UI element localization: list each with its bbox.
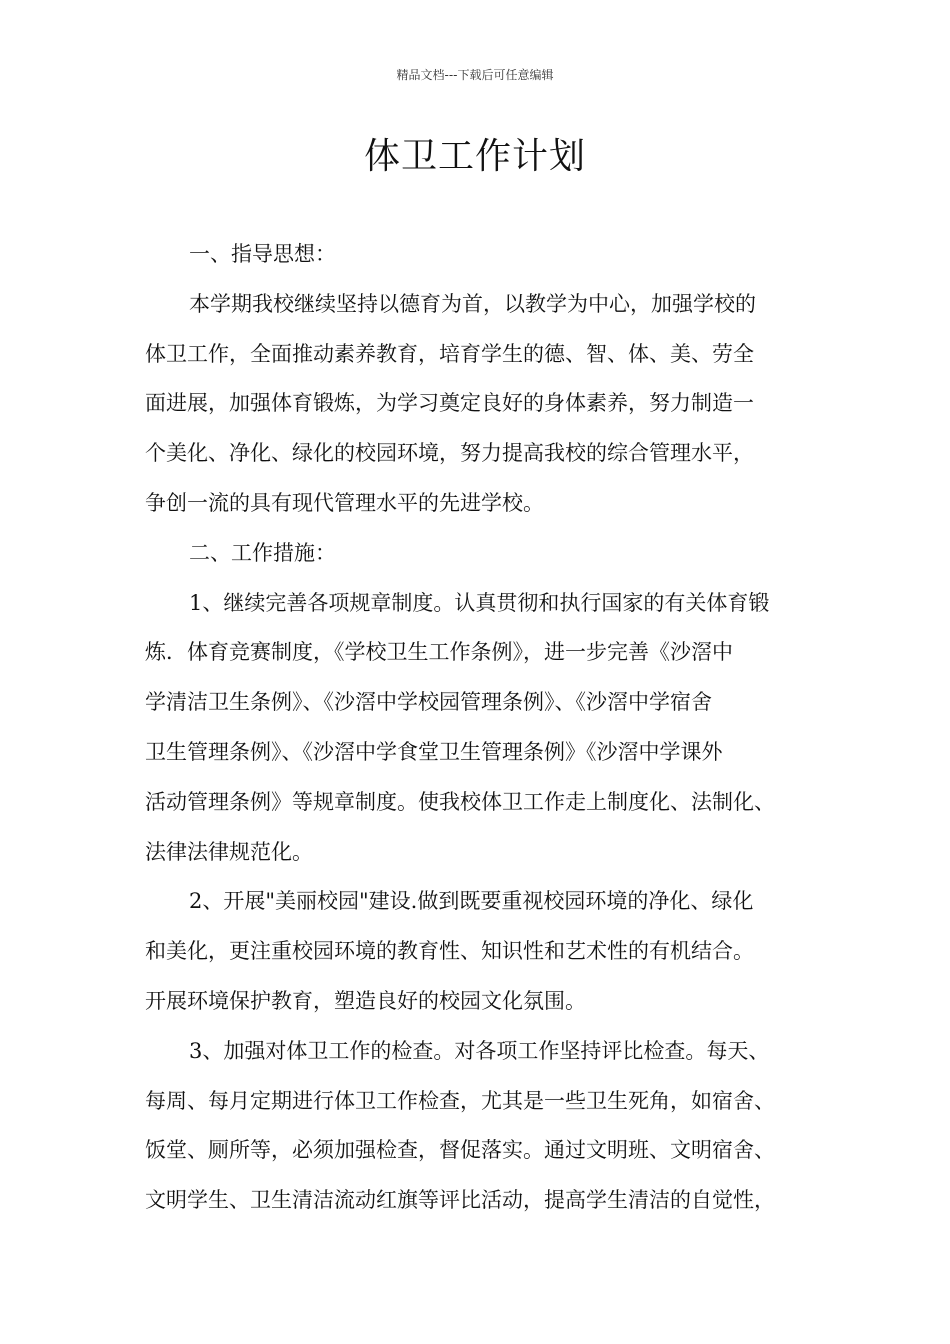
- paragraph-line: 争创一流的具有现代管理水平的先进学校。: [145, 490, 544, 515]
- paragraph-line: 1、继续完善各项规章制度。认真贯彻和执行国家的有关体育锻: [189, 590, 770, 615]
- paragraph-line: 炼．体育竞赛制度，《学校卫生工作条例》，进一步完善《沙滘中: [145, 640, 733, 665]
- paragraph-line: 体卫工作，全面推动素养教育，培育学生的德、智、体、美、劳全: [145, 341, 754, 366]
- paragraph-line: 二、工作措施：: [189, 540, 336, 565]
- paragraph-line: 3、加强对体卫工作的检查。对各项工作坚持评比检查。每天、: [189, 1038, 770, 1063]
- paragraph-line: 学清洁卫生条例》、《沙滘中学校园管理条例》、《沙滘中学宿舍: [145, 690, 712, 715]
- paragraph-line: 饭堂、厕所等，必须加强检查，督促落实。通过文明班、文明宿舍、: [145, 1138, 775, 1163]
- paragraph-line: 每周、每月定期进行体卫工作检查，尤其是一些卫生死角，如宿舍、: [145, 1088, 775, 1113]
- paragraph-line: 文明学生、卫生清洁流动红旗等评比活动，提高学生清洁的自觉性，: [145, 1188, 775, 1213]
- paragraph-line: 和美化，更注重校园环境的教育性、知识性和艺术性的有机结合。: [145, 939, 754, 964]
- document-title: 体卫工作计划: [363, 136, 586, 177]
- paragraph-line: 活动管理条例》等规章制度。使我校体卫工作走上制度化、法制化、: [145, 789, 775, 814]
- document-body: [145, 230, 825, 1226]
- paragraph-line: 一、指导思想：: [189, 242, 336, 266]
- paragraph-line: 法律法律规范化。: [145, 839, 313, 864]
- paragraph-line: 个美化、净化、绿化的校园环境，努力提高我校的综合管理水平，: [145, 441, 754, 466]
- paragraph-line: 开展环境保护教育，塑造良好的校园文化氛围。: [145, 988, 586, 1013]
- paragraph-line: 面进展，加强体育锻炼，为学习奠定良好的身体素养，努力制造一: [145, 391, 754, 416]
- paragraph-line: 本学期我校继续坚持以德育为首，以教学为中心，加强学校的: [189, 291, 756, 316]
- paragraph-line: 卫生管理条例》、《沙滘中学食堂卫生管理条例》《沙滘中学课外: [145, 739, 723, 764]
- page-header: 精品文档---下载后可任意编辑: [396, 68, 554, 82]
- paragraph-line: 2、开展"美丽校园"建设.做到既要重视校园环境的净化、绿化: [189, 889, 754, 914]
